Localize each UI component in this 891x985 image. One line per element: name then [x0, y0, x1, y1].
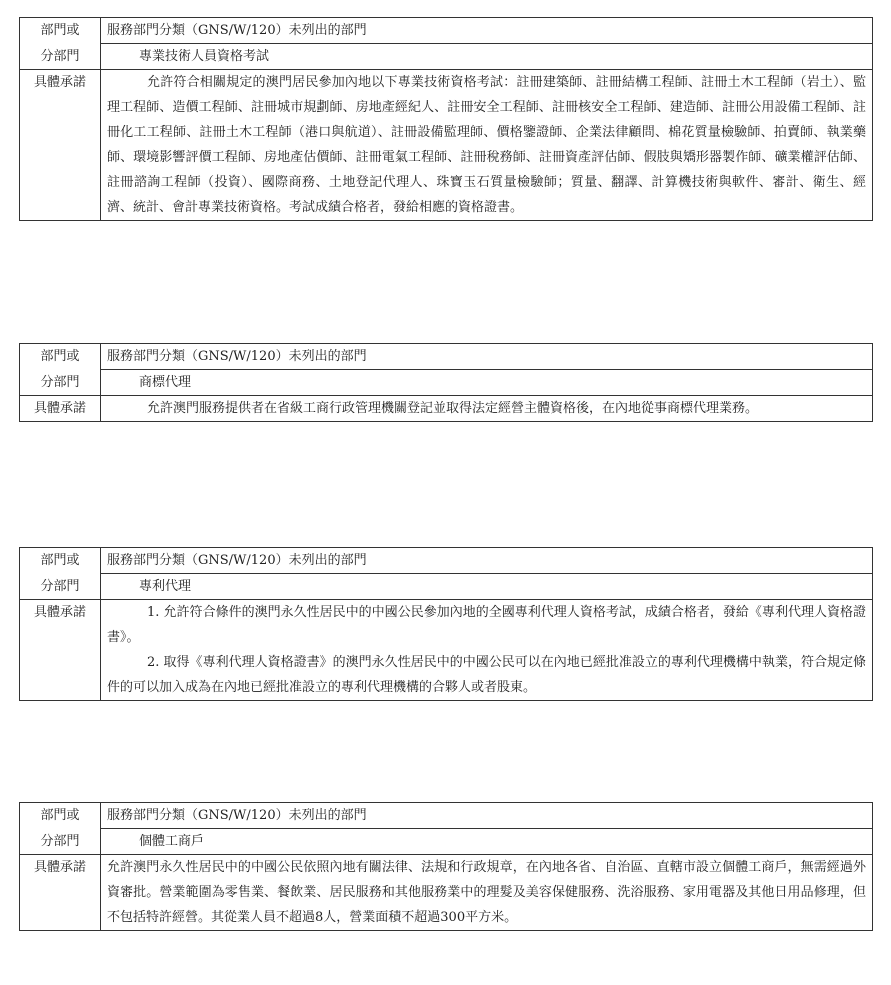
sector-label-line1: 部門或 [20, 18, 101, 44]
sector-label-line2: 分部門 [20, 44, 101, 70]
sector-label-line2: 分部門 [20, 574, 101, 600]
sector-label-line1: 部門或 [20, 803, 101, 829]
commitment-paragraph: 允許澳門永久性居民中的中國公民依照內地有關法律、法規和行政規章，在內地各省、自治區、直轄市設立個體工商戶，無需經過外資審批。營業範圍為零售業、餐飲業、居民服務和其他服務業中的理髮及美容保健服務、洗浴服務、家用電器及其他日用品修理，但不包括特許經營。其從業人員不超過8人，營業面積不超過300平方米。 [107, 860, 866, 925]
subsector-title: 專利代理 [101, 574, 873, 600]
subsector-title: 個體工商戶 [101, 829, 873, 855]
sector-label-line2: 分部門 [20, 370, 101, 396]
sector-label-line1: 部門或 [20, 548, 101, 574]
classification-text: 服務部門分類（GNS/W/120）未列出的部門 [101, 18, 873, 44]
commitment-table-4 [19, 802, 873, 931]
sector-label-line2: 分部門 [20, 829, 101, 855]
classification-text: 服務部門分類（GNS/W/120）未列出的部門 [101, 803, 873, 829]
commitment-label: 具體承諾 [20, 600, 101, 701]
subsector-title: 商標代理 [101, 370, 873, 396]
commitment-text [101, 600, 873, 701]
commitment-text [101, 396, 873, 422]
commitment-paragraph: 允許澳門服務提供者在省級工商行政管理機關登記並取得法定經營主體資格後，在內地從事商標代理業務。 [147, 401, 759, 416]
commitment-label: 具體承諾 [20, 70, 101, 221]
commitment-paragraph: 1. 允許符合條件的澳門永久性居民中的中國公民參加內地的全國專利代理人資格考試，成績合格者，發給《專利代理人資格證書》。 [107, 605, 866, 645]
commitment-paragraph: 2. 取得《專利代理人資格證書》的澳門永久性居民中的中國公民可以在內地已經批准設立的專利代理機構中執業，符合規定條件的可以加入成為在內地已經批准設立的專利代理機構的合夥人或者股東。 [107, 655, 866, 695]
commitment-text [101, 70, 873, 221]
subsector-title: 專業技術人員資格考試 [101, 44, 873, 70]
commitment-table-2 [19, 343, 873, 422]
classification-text: 服務部門分類（GNS/W/120）未列出的部門 [101, 548, 873, 574]
classification-text: 服務部門分類（GNS/W/120）未列出的部門 [101, 344, 873, 370]
sector-label-line1: 部門或 [20, 344, 101, 370]
commitment-table-1 [19, 17, 873, 221]
commitment-text [101, 855, 873, 931]
commitment-label: 具體承諾 [20, 396, 101, 422]
commitment-label: 具體承諾 [20, 855, 101, 931]
commitment-table-3 [19, 547, 873, 701]
commitment-paragraph: 允許符合相關規定的澳門居民參加內地以下專業技術資格考試：註冊建築師、註冊結構工程師、註冊土木工程師（岩土）、監理工程師、造價工程師、註冊城市規劃師、房地產經紀人、註冊安全工程師、註冊核安全工程師、建造師、註冊公用設備工程師、註冊化工工程師、註冊土木工程師（港口與航道）、註冊設備監理師、價格鑒證師、企業法律顧問、棉花質量檢驗師、拍賣師、執業藥師、環境影響評價工程師、房地產估價師、註冊電氣工程師、註冊稅務師、註冊資產評估師、假肢與矯形器製作師、礦業權評估師、註冊諮詢工程師（投資）、國際商務、土地登記代理人、珠寶玉石質量檢驗師；質量、翻譯、計算機技術與軟件、審計、衛生、經濟、統計、會計專業技術資格。考試成績合格者，發給相應的資格證書。 [107, 75, 866, 215]
